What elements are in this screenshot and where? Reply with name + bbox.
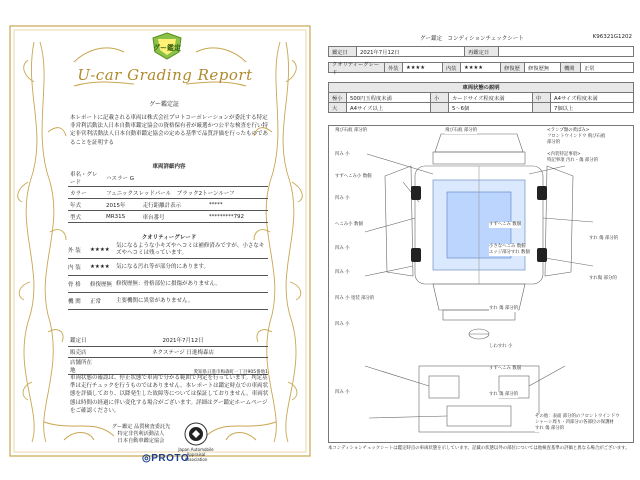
certificate-footer: グー鑑定 品質検査委託先 特定非営利活動法人 日本自動車鑑定協会 [111,424,171,444]
table-row: 店舗所在地 [68,357,268,374]
vehicle-section-heading: 車両詳細内容 [152,164,186,170]
damage-mark: <ランプ類の黄ばみ> フロントウインドウ 飛び石痕 部分的 <内装特記事項> 特記事項 汚れ・傷 部分的 [547,128,631,164]
jaaa-seal-icon [184,422,208,446]
grade-row-interior: 内 装 ★★★★ 気になる汚れ等が部分的にあります。 [68,259,268,276]
dealer-address: 愛知県日進市梅森町一丁目905番地1 [193,370,268,375]
damage-mark: すずへこみ 数個 [489,222,522,227]
damage-mark: すれ 傷 部分的 [489,392,519,397]
jaaa-label: Japan Automobile Appraisal Association [178,447,214,462]
grade-row-exterior: 外 装 ★★★★ 気になるような小キズやヘコミは補修済みですが、小さなキズやヘコミは残っています。 [68,242,268,259]
legend-row: 極小 500円玉程度未満 小 カードサイズ程度未満 中 A4サイズ程度未満 [328,93,634,103]
certificate-intro: 本レポートに記載される車両は株式会社プロトコーポレーションが委託する特定非営利活動法人日本自動車鑑定協会の資格保有者が厳選かつ公平な検査を行い特定非営利活動法人日本自動車鑑定協会の定める基準で品質評価を行ったものであることを証明する [70,115,269,146]
grade-section-heading: クオリティーグレード [141,235,197,241]
damage-mark: しわすれ 小 [489,344,513,349]
sheet-title: グー鑑定 コンディションチェックシート [420,36,524,42]
table-row: 車名・グレード ハスラー G [68,170,268,187]
legend-row: 大 A4サイズ以上 5～6個 7個以上 [328,103,634,113]
damage-mark: 飛び石痕 部分的 [445,128,478,133]
damage-mark: すれ傷 部分的 [589,276,617,281]
damage-mark: すずへこみ小 数個 [335,174,372,179]
damage-mark: 凹み 小 塗装 部分的 [335,296,375,301]
vehicle-details-table [68,170,268,223]
damage-mark: すずへこみ 数個 [489,366,522,371]
condition-check-sheet [324,26,638,452]
svg-text:グー鑑定: グー鑑定 [153,44,181,52]
date-row: 鑑定日 2021年7月12日 再鑑定日 [328,46,634,57]
sheet-footer: 本コンディションチェックシートは鑑定時点の車両状態を示しています。記載の状態以外の部位については他検査基準の評価と異なる場合がございます。 [328,446,630,451]
damage-mark: 凹み 小 [335,390,350,395]
proto-logo: ◎PROTO [142,453,190,464]
goo-kantei-logo [150,32,184,60]
damage-mark: その他：表面 部分的のフロントウインドウ シャーシ周り・凹部分の各部位の保護材 すれ 傷 部分的 [535,414,631,432]
damage-diagram [328,125,634,443]
table-row: 鑑定日 2021年7月12日 [68,335,268,346]
grade-row-engine: 機 関 正常 主要機関に異常がありません。 [68,293,268,310]
car-diagram [329,126,633,442]
certificate-note: 車両状態の確認は、停止状態で車両で分かる範囲で判定を行っています。判定基準は走行チェックを行うものではありません。本レポートは鑑定時点での車両状態を評価しており、以降発生した故障等については保証しておりません。車両状態は時間の経過に伴い変化する場合がございます。詳細はグー鑑定ホームページをご確認ください。 [70,375,269,414]
damage-mark: へこみ小 数個 [335,222,363,227]
certificate-subtitle: グー鑑定証 [148,101,179,108]
certificate-title: U-car Grading Report [77,66,253,84]
damage-mark: すれ 傷 部分的 [489,306,519,311]
damage-mark: 凹み 小 [335,322,350,327]
quality-grade-row: クオリティーグレード 外装 ★★★★ 内装 ★★★★ 修復歴 修復歴無 機関 正常 [328,62,634,73]
sheet-code: K96321G1202 [592,34,632,40]
damage-mark: 飛び石痕 部分的 [335,128,368,133]
table-row: 年式 2015年 走行距離計表示 ***** [68,199,268,211]
table-row: 販売店 ネクステージ 日進梅森店 [68,346,268,357]
grading-certificate [4,22,316,464]
damage-mark: 小さなへこみ 数個 エッジ部分すれ 数個 [489,244,530,255]
damage-mark: 凹み 小 [335,152,350,157]
quality-grade-table [68,242,268,310]
grade-row-frame: 骨 格 修復歴無 修復歴無：骨格部位に損傷がありません。 [68,276,268,293]
damage-mark: 凹み 小 [335,270,350,275]
damage-mark: 凹み 小 [335,196,350,201]
description-heading: 車両状態の説明 [328,82,634,93]
table-row: 型式 MR31S 車台番号 *********792 [68,211,268,223]
damage-mark: 凹み 小 [335,246,350,251]
table-row: カラー フェニックスレッドパール ブラック2トーンルーフ [68,187,268,199]
damage-mark: すれ 傷 部分的 [589,236,619,241]
